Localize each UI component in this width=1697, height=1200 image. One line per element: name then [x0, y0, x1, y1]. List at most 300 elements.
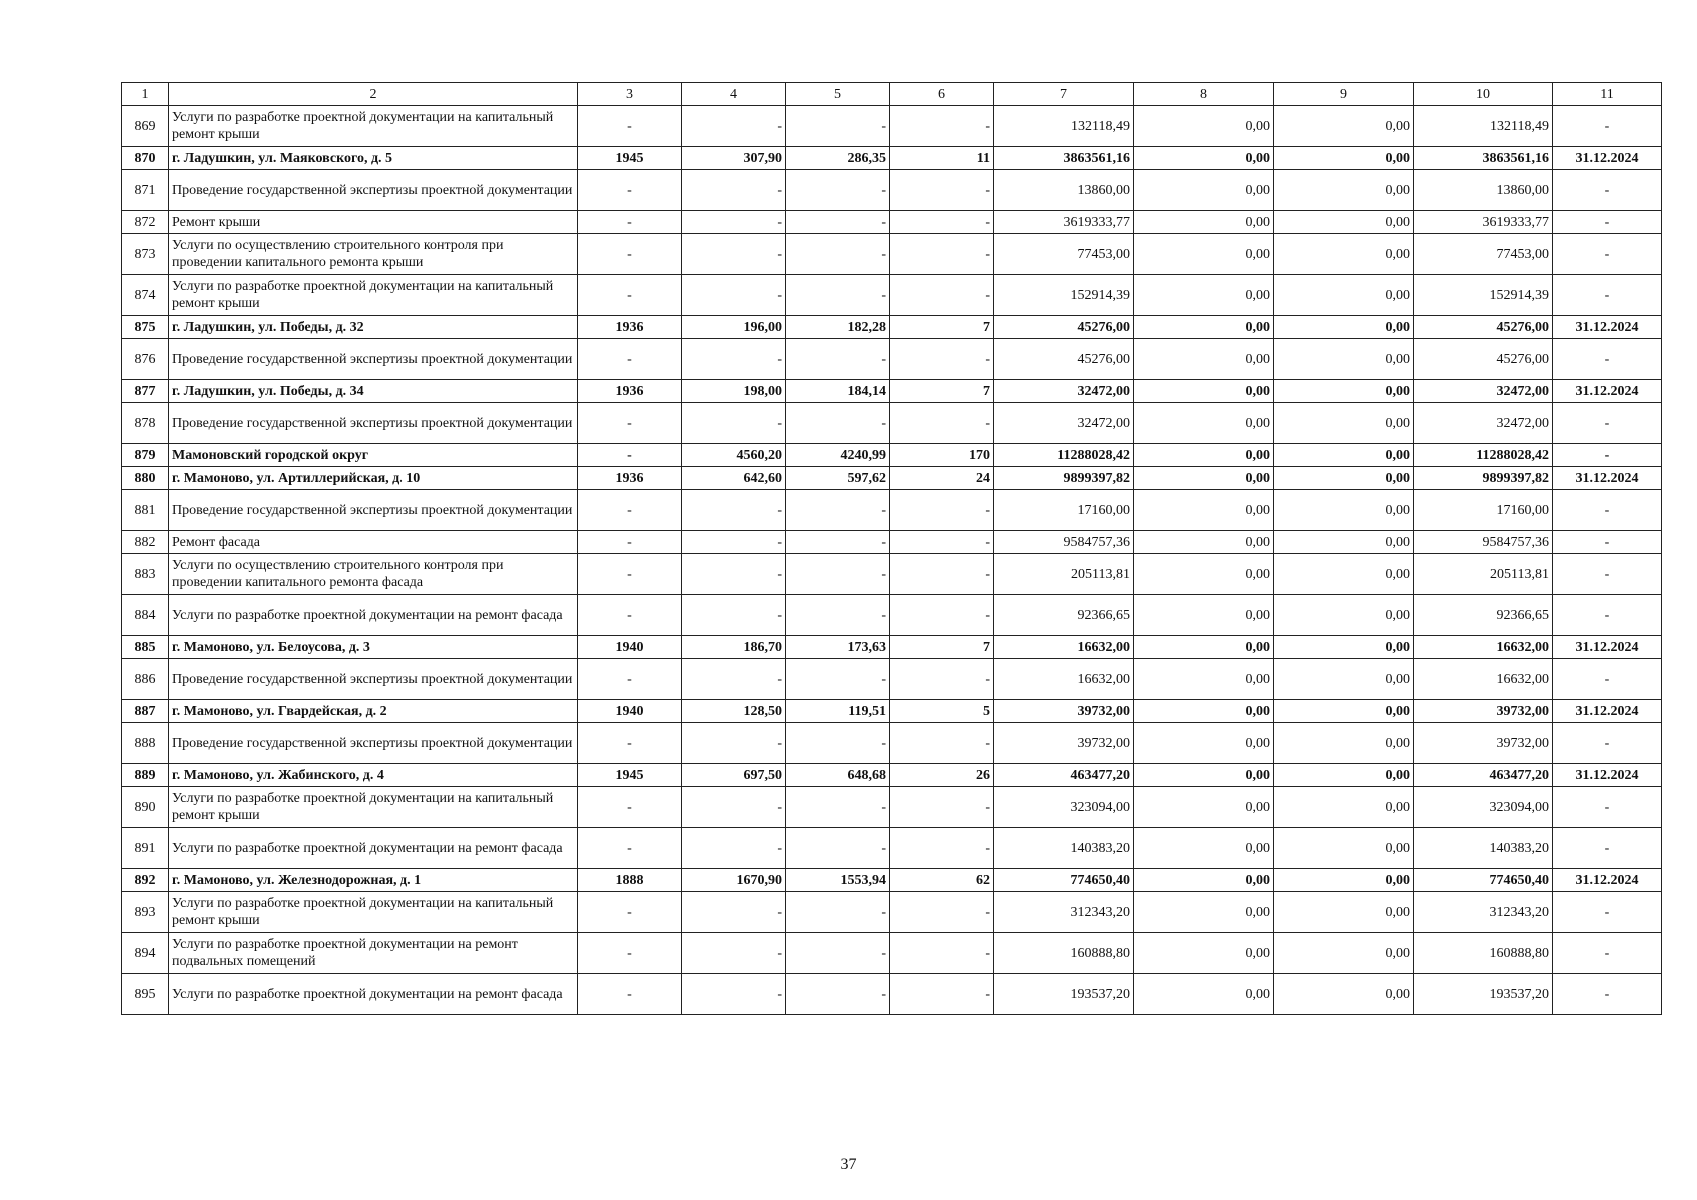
table-row: [122, 531, 1662, 554]
cell-col-10: 77453,00: [1414, 234, 1553, 275]
column-header: 2: [169, 83, 578, 106]
cell-col-7: 205113,81: [994, 554, 1134, 595]
cell-col-5: -: [786, 339, 890, 380]
cell-col-6: 7: [890, 316, 994, 339]
cell-object-name: Услуги по разработке проектной документации на ремонт фасада: [169, 595, 578, 636]
cell-col-3: -: [578, 933, 682, 974]
cell-col-9: 0,00: [1274, 974, 1414, 1015]
table-header-row: [122, 83, 1662, 106]
cell-object-name: Ремонт фасада: [169, 531, 578, 554]
cell-col-7: 13860,00: [994, 170, 1134, 211]
cell-col-11: -: [1553, 490, 1662, 531]
cell-object-name: Проведение государственной экспертизы проектной документации: [169, 403, 578, 444]
column-header: 8: [1134, 83, 1274, 106]
cell-row-number: 894: [122, 933, 169, 974]
cell-row-number: 883: [122, 554, 169, 595]
cell-row-number: 886: [122, 659, 169, 700]
cell-col-11: -: [1553, 933, 1662, 974]
cell-object-name: Проведение государственной экспертизы проектной документации: [169, 339, 578, 380]
cell-object-name: г. Ладушкин, ул. Победы, д. 34: [169, 380, 578, 403]
cell-col-7: 45276,00: [994, 339, 1134, 380]
cell-col-6: 7: [890, 380, 994, 403]
cell-col-11: -: [1553, 554, 1662, 595]
cell-col-4: -: [682, 211, 786, 234]
cell-col-7: 39732,00: [994, 700, 1134, 723]
cell-col-8: 0,00: [1134, 764, 1274, 787]
column-header: 4: [682, 83, 786, 106]
table-row: [122, 700, 1662, 723]
cell-col-10: 92366,65: [1414, 595, 1553, 636]
cell-col-10: 45276,00: [1414, 316, 1553, 339]
cell-col-10: 463477,20: [1414, 764, 1553, 787]
cell-col-9: 0,00: [1274, 531, 1414, 554]
cell-col-5: -: [786, 531, 890, 554]
table-row: [122, 106, 1662, 147]
cell-col-3: -: [578, 828, 682, 869]
cell-object-name: Услуги по разработке проектной документации на капитальный ремонт крыши: [169, 892, 578, 933]
cell-col-11: -: [1553, 787, 1662, 828]
cell-col-9: 0,00: [1274, 787, 1414, 828]
cell-col-10: 45276,00: [1414, 339, 1553, 380]
cell-row-number: 881: [122, 490, 169, 531]
cell-col-7: 132118,49: [994, 106, 1134, 147]
table-row: [122, 723, 1662, 764]
cell-col-3: -: [578, 659, 682, 700]
table-row: [122, 339, 1662, 380]
cell-col-7: 9584757,36: [994, 531, 1134, 554]
cell-col-5: -: [786, 211, 890, 234]
cell-col-4: 198,00: [682, 380, 786, 403]
cell-col-7: 17160,00: [994, 490, 1134, 531]
cell-row-number: 891: [122, 828, 169, 869]
cell-col-9: 0,00: [1274, 892, 1414, 933]
cell-col-8: 0,00: [1134, 787, 1274, 828]
cell-col-10: 9584757,36: [1414, 531, 1553, 554]
cell-col-11: 31.12.2024: [1553, 147, 1662, 170]
cell-col-7: 3863561,16: [994, 147, 1134, 170]
cell-row-number: 875: [122, 316, 169, 339]
cell-object-name: Услуги по осуществлению строительного контроля при проведении капитального ремонта крыши: [169, 234, 578, 275]
cell-col-6: -: [890, 892, 994, 933]
cell-object-name: г. Мамоново, ул. Жабинского, д. 4: [169, 764, 578, 787]
cell-col-5: -: [786, 234, 890, 275]
cell-row-number: 870: [122, 147, 169, 170]
cell-col-8: 0,00: [1134, 106, 1274, 147]
cell-col-4: 1670,90: [682, 869, 786, 892]
cell-col-5: -: [786, 974, 890, 1015]
cell-col-5: 173,63: [786, 636, 890, 659]
cell-row-number: 884: [122, 595, 169, 636]
table-row: [122, 467, 1662, 490]
table-row: [122, 828, 1662, 869]
cell-col-3: -: [578, 554, 682, 595]
cell-col-11: -: [1553, 444, 1662, 467]
table-row: [122, 403, 1662, 444]
cell-col-9: 0,00: [1274, 316, 1414, 339]
cell-col-11: 31.12.2024: [1553, 764, 1662, 787]
cell-col-7: 11288028,42: [994, 444, 1134, 467]
cell-col-4: -: [682, 275, 786, 316]
cell-col-6: -: [890, 403, 994, 444]
cell-col-6: -: [890, 933, 994, 974]
cell-col-10: 152914,39: [1414, 275, 1553, 316]
cell-col-5: -: [786, 403, 890, 444]
cell-object-name: Услуги по разработке проектной документации на ремонт подвальных помещений: [169, 933, 578, 974]
cell-col-8: 0,00: [1134, 380, 1274, 403]
table-row: [122, 595, 1662, 636]
cell-row-number: 872: [122, 211, 169, 234]
cell-col-6: 62: [890, 869, 994, 892]
cell-col-3: -: [578, 531, 682, 554]
table-row: [122, 933, 1662, 974]
cell-col-8: 0,00: [1134, 554, 1274, 595]
cell-col-9: 0,00: [1274, 403, 1414, 444]
column-header: 9: [1274, 83, 1414, 106]
cell-row-number: 873: [122, 234, 169, 275]
cell-col-10: 312343,20: [1414, 892, 1553, 933]
cell-object-name: Услуги по разработке проектной документации на капитальный ремонт крыши: [169, 787, 578, 828]
cell-col-11: -: [1553, 339, 1662, 380]
cell-col-9: 0,00: [1274, 869, 1414, 892]
cell-object-name: Услуги по разработке проектной документации на ремонт фасада: [169, 974, 578, 1015]
cell-col-3: -: [578, 974, 682, 1015]
cell-col-3: 1888: [578, 869, 682, 892]
cell-col-10: 774650,40: [1414, 869, 1553, 892]
cell-col-6: 5: [890, 700, 994, 723]
cell-col-5: 286,35: [786, 147, 890, 170]
cell-col-9: 0,00: [1274, 723, 1414, 764]
cell-col-11: -: [1553, 723, 1662, 764]
cell-col-4: 186,70: [682, 636, 786, 659]
cell-col-4: -: [682, 723, 786, 764]
cell-col-6: -: [890, 170, 994, 211]
column-header: 6: [890, 83, 994, 106]
cell-row-number: 887: [122, 700, 169, 723]
cell-col-9: 0,00: [1274, 339, 1414, 380]
table-row: [122, 444, 1662, 467]
cell-object-name: г. Мамоново, ул. Железнодорожная, д. 1: [169, 869, 578, 892]
cell-row-number: 877: [122, 380, 169, 403]
cell-col-8: 0,00: [1134, 490, 1274, 531]
cell-col-11: 31.12.2024: [1553, 467, 1662, 490]
cell-col-3: 1940: [578, 636, 682, 659]
cell-col-9: 0,00: [1274, 700, 1414, 723]
cell-col-11: -: [1553, 234, 1662, 275]
cell-object-name: Проведение государственной экспертизы проектной документации: [169, 659, 578, 700]
cell-col-6: -: [890, 828, 994, 869]
cell-col-8: 0,00: [1134, 403, 1274, 444]
cell-col-9: 0,00: [1274, 467, 1414, 490]
cell-col-4: -: [682, 554, 786, 595]
cell-col-8: 0,00: [1134, 595, 1274, 636]
cell-col-3: -: [578, 339, 682, 380]
cell-col-5: -: [786, 554, 890, 595]
cell-col-8: 0,00: [1134, 869, 1274, 892]
cell-col-6: 24: [890, 467, 994, 490]
cell-col-4: 128,50: [682, 700, 786, 723]
cell-col-9: 0,00: [1274, 170, 1414, 211]
cell-col-11: 31.12.2024: [1553, 380, 1662, 403]
table-row: [122, 275, 1662, 316]
cell-col-10: 17160,00: [1414, 490, 1553, 531]
cell-col-3: 1940: [578, 700, 682, 723]
cell-col-10: 3619333,77: [1414, 211, 1553, 234]
cell-col-5: -: [786, 723, 890, 764]
cell-col-7: 463477,20: [994, 764, 1134, 787]
cell-col-7: 16632,00: [994, 659, 1134, 700]
cell-col-9: 0,00: [1274, 764, 1414, 787]
cell-col-8: 0,00: [1134, 170, 1274, 211]
cell-object-name: Проведение государственной экспертизы проектной документации: [169, 490, 578, 531]
cell-col-4: -: [682, 787, 786, 828]
cell-col-6: 26: [890, 764, 994, 787]
cell-object-name: г. Мамоново, ул. Артиллерийская, д. 10: [169, 467, 578, 490]
cell-col-11: -: [1553, 974, 1662, 1015]
document-page: [121, 82, 1661, 1015]
cell-col-8: 0,00: [1134, 275, 1274, 316]
cell-col-6: 7: [890, 636, 994, 659]
cell-col-6: -: [890, 723, 994, 764]
cell-object-name: Проведение государственной экспертизы проектной документации: [169, 723, 578, 764]
cell-col-11: 31.12.2024: [1553, 869, 1662, 892]
cell-col-9: 0,00: [1274, 444, 1414, 467]
table-row: [122, 170, 1662, 211]
table-row: [122, 892, 1662, 933]
cell-col-6: -: [890, 659, 994, 700]
cell-col-10: 140383,20: [1414, 828, 1553, 869]
cell-col-10: 132118,49: [1414, 106, 1553, 147]
cell-col-8: 0,00: [1134, 700, 1274, 723]
cell-col-7: 16632,00: [994, 636, 1134, 659]
table-row: [122, 974, 1662, 1015]
cell-col-7: 774650,40: [994, 869, 1134, 892]
cell-row-number: 892: [122, 869, 169, 892]
cell-col-9: 0,00: [1274, 147, 1414, 170]
cell-col-10: 9899397,82: [1414, 467, 1553, 490]
cell-row-number: 890: [122, 787, 169, 828]
cell-col-4: -: [682, 403, 786, 444]
cell-col-9: 0,00: [1274, 636, 1414, 659]
cell-col-7: 39732,00: [994, 723, 1134, 764]
cell-col-6: -: [890, 787, 994, 828]
table-row: [122, 787, 1662, 828]
cell-col-4: -: [682, 490, 786, 531]
cell-row-number: 869: [122, 106, 169, 147]
cell-col-7: 140383,20: [994, 828, 1134, 869]
register-table: [121, 82, 1662, 1015]
column-header: 1: [122, 83, 169, 106]
cell-col-8: 0,00: [1134, 828, 1274, 869]
cell-object-name: г. Мамоново, ул. Белоусова, д. 3: [169, 636, 578, 659]
cell-col-11: -: [1553, 170, 1662, 211]
cell-col-6: -: [890, 234, 994, 275]
cell-col-6: -: [890, 339, 994, 380]
cell-col-5: -: [786, 490, 890, 531]
cell-col-5: -: [786, 275, 890, 316]
cell-col-5: -: [786, 659, 890, 700]
cell-row-number: 878: [122, 403, 169, 444]
cell-object-name: г. Ладушкин, ул. Победы, д. 32: [169, 316, 578, 339]
cell-col-11: -: [1553, 828, 1662, 869]
table-row: [122, 869, 1662, 892]
cell-row-number: 895: [122, 974, 169, 1015]
column-header: 11: [1553, 83, 1662, 106]
cell-row-number: 879: [122, 444, 169, 467]
cell-col-3: 1936: [578, 380, 682, 403]
cell-col-3: -: [578, 211, 682, 234]
cell-col-10: 32472,00: [1414, 380, 1553, 403]
cell-col-4: -: [682, 659, 786, 700]
cell-col-10: 39732,00: [1414, 700, 1553, 723]
cell-col-7: 77453,00: [994, 234, 1134, 275]
column-header: 7: [994, 83, 1134, 106]
cell-object-name: Проведение государственной экспертизы проектной документации: [169, 170, 578, 211]
cell-col-6: -: [890, 531, 994, 554]
cell-col-10: 39732,00: [1414, 723, 1553, 764]
cell-object-name: Услуги по разработке проектной документации на ремонт фасада: [169, 828, 578, 869]
cell-col-11: -: [1553, 403, 1662, 444]
cell-row-number: 882: [122, 531, 169, 554]
cell-row-number: 874: [122, 275, 169, 316]
cell-col-6: -: [890, 106, 994, 147]
cell-col-7: 3619333,77: [994, 211, 1134, 234]
cell-col-3: -: [578, 490, 682, 531]
cell-col-5: 119,51: [786, 700, 890, 723]
cell-col-7: 45276,00: [994, 316, 1134, 339]
cell-row-number: 880: [122, 467, 169, 490]
cell-col-4: -: [682, 339, 786, 380]
table-row: [122, 490, 1662, 531]
cell-object-name: Ремонт крыши: [169, 211, 578, 234]
cell-col-4: -: [682, 595, 786, 636]
cell-col-3: -: [578, 234, 682, 275]
table-row: [122, 636, 1662, 659]
cell-col-6: 170: [890, 444, 994, 467]
cell-col-8: 0,00: [1134, 444, 1274, 467]
cell-col-4: -: [682, 892, 786, 933]
cell-col-5: 4240,99: [786, 444, 890, 467]
cell-col-6: -: [890, 490, 994, 531]
cell-col-4: 4560,20: [682, 444, 786, 467]
cell-col-4: -: [682, 106, 786, 147]
cell-col-9: 0,00: [1274, 211, 1414, 234]
column-header: 5: [786, 83, 890, 106]
cell-col-10: 11288028,42: [1414, 444, 1553, 467]
cell-col-7: 9899397,82: [994, 467, 1134, 490]
table-row: [122, 211, 1662, 234]
cell-col-5: -: [786, 828, 890, 869]
cell-col-6: -: [890, 974, 994, 1015]
table-row: [122, 316, 1662, 339]
cell-row-number: 885: [122, 636, 169, 659]
cell-col-11: -: [1553, 211, 1662, 234]
cell-col-6: -: [890, 211, 994, 234]
cell-col-9: 0,00: [1274, 234, 1414, 275]
cell-col-7: 32472,00: [994, 380, 1134, 403]
cell-row-number: 889: [122, 764, 169, 787]
cell-col-3: -: [578, 403, 682, 444]
cell-col-3: -: [578, 723, 682, 764]
cell-col-10: 16632,00: [1414, 636, 1553, 659]
cell-col-10: 3863561,16: [1414, 147, 1553, 170]
cell-col-11: -: [1553, 106, 1662, 147]
table-row: [122, 380, 1662, 403]
cell-col-11: -: [1553, 659, 1662, 700]
cell-row-number: 888: [122, 723, 169, 764]
cell-col-3: -: [578, 275, 682, 316]
cell-row-number: 893: [122, 892, 169, 933]
cell-col-10: 323094,00: [1414, 787, 1553, 828]
cell-col-11: -: [1553, 595, 1662, 636]
cell-col-3: -: [578, 892, 682, 933]
cell-col-7: 312343,20: [994, 892, 1134, 933]
cell-col-5: 597,62: [786, 467, 890, 490]
table-row: [122, 234, 1662, 275]
cell-col-10: 32472,00: [1414, 403, 1553, 444]
cell-col-4: -: [682, 933, 786, 974]
cell-col-10: 16632,00: [1414, 659, 1553, 700]
cell-col-6: -: [890, 554, 994, 595]
cell-col-8: 0,00: [1134, 339, 1274, 380]
cell-col-6: -: [890, 595, 994, 636]
cell-col-3: 1945: [578, 764, 682, 787]
cell-col-10: 160888,80: [1414, 933, 1553, 974]
cell-object-name: Услуги по разработке проектной документации на капитальный ремонт крыши: [169, 275, 578, 316]
cell-col-9: 0,00: [1274, 933, 1414, 974]
cell-col-8: 0,00: [1134, 659, 1274, 700]
cell-object-name: г. Мамоново, ул. Гвардейская, д. 2: [169, 700, 578, 723]
cell-col-9: 0,00: [1274, 595, 1414, 636]
cell-col-8: 0,00: [1134, 723, 1274, 764]
cell-col-4: -: [682, 170, 786, 211]
cell-col-10: 205113,81: [1414, 554, 1553, 595]
cell-col-4: -: [682, 828, 786, 869]
table-row: [122, 659, 1662, 700]
cell-col-3: 1936: [578, 467, 682, 490]
cell-col-3: -: [578, 595, 682, 636]
cell-col-5: -: [786, 787, 890, 828]
cell-row-number: 871: [122, 170, 169, 211]
cell-col-8: 0,00: [1134, 211, 1274, 234]
cell-col-4: 697,50: [682, 764, 786, 787]
cell-col-3: -: [578, 787, 682, 828]
cell-col-3: -: [578, 444, 682, 467]
cell-col-3: 1945: [578, 147, 682, 170]
cell-col-5: 648,68: [786, 764, 890, 787]
cell-col-9: 0,00: [1274, 106, 1414, 147]
cell-col-9: 0,00: [1274, 554, 1414, 595]
cell-object-name: Услуги по разработке проектной документации на капитальный ремонт крыши: [169, 106, 578, 147]
cell-col-4: 642,60: [682, 467, 786, 490]
cell-col-7: 323094,00: [994, 787, 1134, 828]
cell-col-11: 31.12.2024: [1553, 700, 1662, 723]
cell-col-11: 31.12.2024: [1553, 316, 1662, 339]
cell-col-3: -: [578, 106, 682, 147]
cell-col-4: -: [682, 531, 786, 554]
cell-col-11: 31.12.2024: [1553, 636, 1662, 659]
cell-col-8: 0,00: [1134, 234, 1274, 275]
cell-col-8: 0,00: [1134, 531, 1274, 554]
cell-object-name: г. Ладушкин, ул. Маяковского, д. 5: [169, 147, 578, 170]
cell-col-8: 0,00: [1134, 636, 1274, 659]
cell-col-5: 182,28: [786, 316, 890, 339]
cell-col-8: 0,00: [1134, 974, 1274, 1015]
cell-col-7: 193537,20: [994, 974, 1134, 1015]
cell-col-8: 0,00: [1134, 467, 1274, 490]
cell-col-8: 0,00: [1134, 147, 1274, 170]
cell-col-9: 0,00: [1274, 275, 1414, 316]
cell-col-9: 0,00: [1274, 659, 1414, 700]
